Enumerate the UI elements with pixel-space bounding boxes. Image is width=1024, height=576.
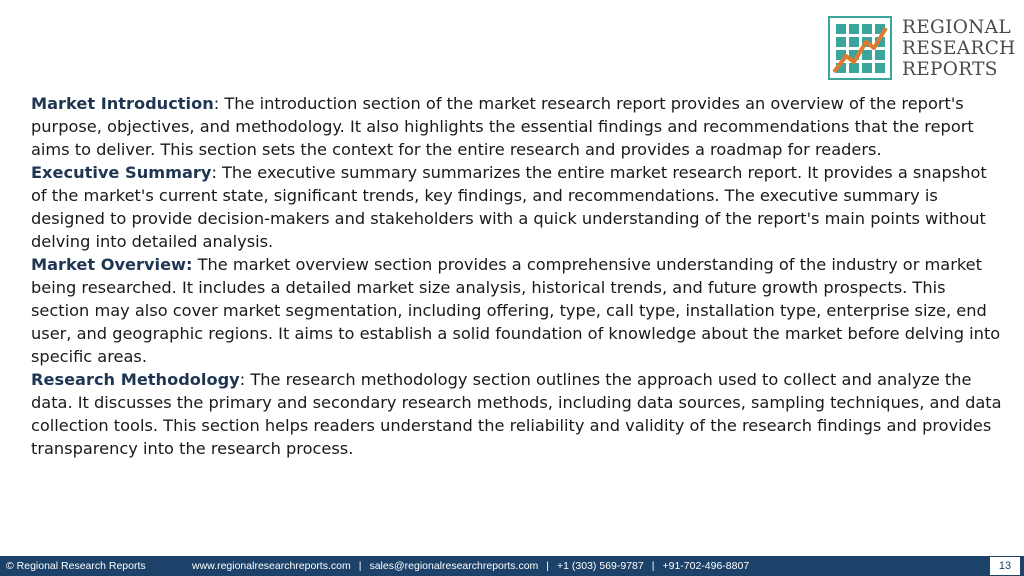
- footer-bar: [0, 556, 1024, 576]
- company-logo: [828, 13, 1018, 83]
- section-body: : The introduction section of the market research report provides an overview of the report's purpose, objectives, and methodology. It also highlights the essential findings and recommendations that the report aims to deliver. This section sets the context for the entire research and provides a roadmap for readers.: [31, 94, 974, 159]
- section-heading: Research Methodology: [31, 370, 240, 389]
- section-market-introduction: [31, 92, 1006, 161]
- section-market-overview: [31, 253, 1006, 368]
- footer-email-link[interactable]: sales@regionalresearchreports.com: [369, 560, 539, 572]
- logo-line-2: RESEARCH: [902, 37, 1016, 59]
- page-number: 13: [990, 557, 1020, 575]
- footer-separator: |: [651, 560, 655, 572]
- section-body: : The executive summary summarizes the entire market research report. It provides a snapshot of the market's current state, significant trends, key findings, and recommendations. The executive summary is designed to provide decision-makers and stakeholders with a quick understanding of the report's main points without delving into detailed analysis.: [31, 163, 987, 251]
- section-body: The market overview section provides a comprehensive understanding of the industry or market being researched. It includes a detailed market size analysis, historical trends, and future growth prospects. This section may also cover market segmentation, including offering, type, call type, installation type, enterprise size, end user, and geographic regions. It aims to establish a solid foundation of knowledge about the market before delving into specific areas.: [31, 255, 1001, 366]
- section-heading: Market Introduction: [31, 94, 214, 113]
- footer-website-link[interactable]: www.regionalresearchreports.com: [192, 560, 351, 572]
- footer-separator: |: [358, 560, 362, 572]
- logo-wordmark: [902, 17, 1016, 80]
- footer-phone-1: +1 (303) 569-9787: [557, 560, 644, 572]
- footer-phone-2: +91-702-496-8807: [662, 560, 750, 572]
- chart-logo-icon: [828, 16, 892, 80]
- section-body: : The research methodology section outlines the approach used to collect and analyze the data. It discusses the primary and secondary research methods, including data sources, sampling techniques, and data collection tools. This section helps readers understand the reliability and validity of the research findings and provides transparency into the research process.: [31, 370, 1002, 458]
- report-sections: [31, 92, 1006, 460]
- section-executive-summary: [31, 161, 1006, 253]
- section-research-methodology: [31, 368, 1006, 460]
- footer-separator: |: [546, 560, 550, 572]
- footer-copyright: © Regional Research Reports: [6, 560, 146, 572]
- logo-line-1: REGIONAL: [902, 16, 1011, 38]
- footer-contact: [192, 560, 749, 572]
- section-heading: Executive Summary: [31, 163, 212, 182]
- logo-line-3: REPORTS: [902, 58, 998, 80]
- section-heading: Market Overview:: [31, 255, 193, 274]
